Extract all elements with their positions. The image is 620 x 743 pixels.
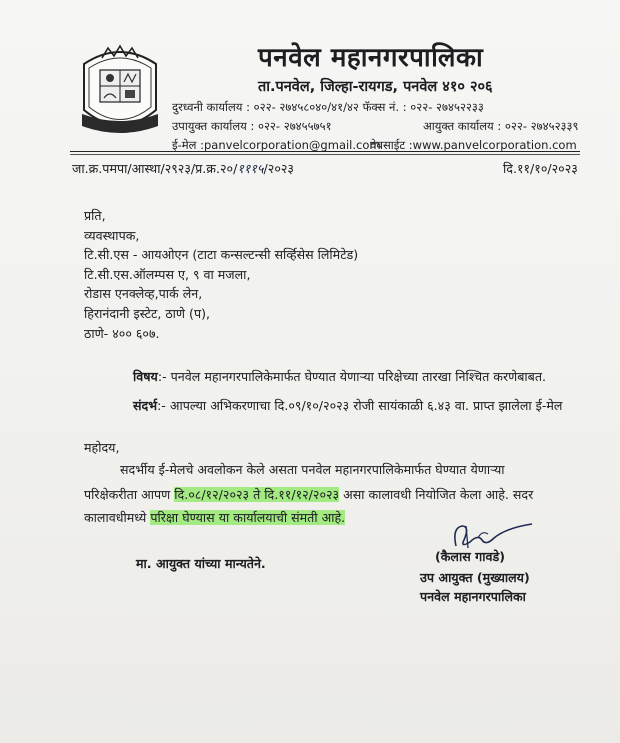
organization-address: ता.पनवेल, जिल्हा-रायगड, पनवेल ४१० २०६	[258, 79, 493, 95]
subject-line	[133, 368, 546, 385]
highlighted-consent-text: परिक्षा घेण्यास या कार्यालयाची संमती आहे.	[150, 510, 346, 525]
subject-text: :- पनवेल महानगरपालिकेमार्फत घेण्यात येणाऱ्या परिक्षेच्या तारखा निश्चित करणेबाबत.	[157, 369, 547, 384]
subject-label: विषय	[133, 369, 158, 384]
body-line-3-start: कालावधीमध्ये	[84, 510, 151, 525]
reference-line	[133, 397, 562, 414]
commissioner-office-phone: आयुक्त कार्यालय : ०२२- २७४५२३३९	[423, 119, 579, 133]
body-line-2-end: असा कालावधी नियोजित केला आहे. सदर	[339, 487, 534, 502]
organization-name: पनवेल महानगरपालिका	[258, 43, 484, 73]
reference-number	[72, 160, 294, 177]
email-line: ई-मेल :panvelcorporation@gmail.com	[172, 138, 381, 152]
body-line-3	[84, 509, 345, 526]
phone-fax-line: दुरध्वनी कार्यालय : ०२२- २७४५८०४०/४१/४२ फॅक्स नं. : ०२२- २७४५२२३३	[172, 100, 484, 114]
recipient-address-1: टि.सी.एस.ऑलम्पस ए, ९ वा मजला,	[84, 267, 251, 282]
approval-note: मा. आयुक्त यांच्या मान्यतेने.	[136, 556, 266, 571]
body-line-2	[84, 486, 533, 503]
signatory-title: उप आयुक्त (मुख्यालय)	[420, 570, 530, 585]
recipient-address-3: हिरानंदानी इस्टेट, ठाणे (प),	[84, 306, 211, 321]
signatory-name: (कैलास गावडे)	[435, 549, 505, 564]
salutation: महोदय,	[84, 440, 120, 455]
reference-number-handwritten: १११५	[237, 161, 264, 176]
reference-number-prefix: जा.क्र.पमपा/आस्था/२९२३/प्र.क्र.२०/	[72, 161, 238, 176]
header-rule-thin	[70, 154, 580, 155]
body-line-1: सदर्भीय ई-मेलचे अवलोकन केले असता पनवेल महानगरपालिकेमार्फत घेण्यात येणाऱ्या	[120, 462, 505, 477]
header-rule-thick	[70, 151, 580, 152]
signatory-organization: पनवेल महानगरपालिका	[420, 589, 526, 604]
recipient-address-2: रोडास एनक्लेव्ह,पार्क लेन,	[84, 286, 203, 301]
municipal-emblem-logo	[78, 44, 162, 140]
letter-date: दि.११/१०/२०२३	[503, 161, 578, 176]
recipient-designation: व्यवस्थापक,	[84, 228, 140, 243]
recipient-company: टि.सी.एस - आयओएन (टाटा कन्सल्टन्सी सर्व्हिसेस लिमिटेड)	[84, 247, 359, 262]
body-line-2-start: परिक्षेकरीता आपण	[84, 487, 175, 502]
deputy-office-phone: उपायुक्त कार्यालय : ०२२- २७४५५७५१	[172, 119, 332, 133]
reference-text: :- आपल्या अभिकरणाचा दि.०९/१०/२०२३ रोजी सायंकाळी ६.४३ वा. प्राप्त झालेला ई-मेल	[157, 398, 563, 413]
recipient-line-to: प्रति,	[84, 208, 106, 223]
reference-label: संदर्भ	[133, 398, 158, 413]
reference-number-year: /२०२३	[263, 161, 294, 176]
highlighted-exam-dates: दि.०८/१२/२०२३ ते दि.११/१२/२०२३	[174, 487, 340, 502]
recipient-city-pin: ठाणे- ४०० ६०७.	[84, 326, 160, 341]
website-line: वेबसाईट :www.panvelcorporation.com	[370, 138, 577, 152]
